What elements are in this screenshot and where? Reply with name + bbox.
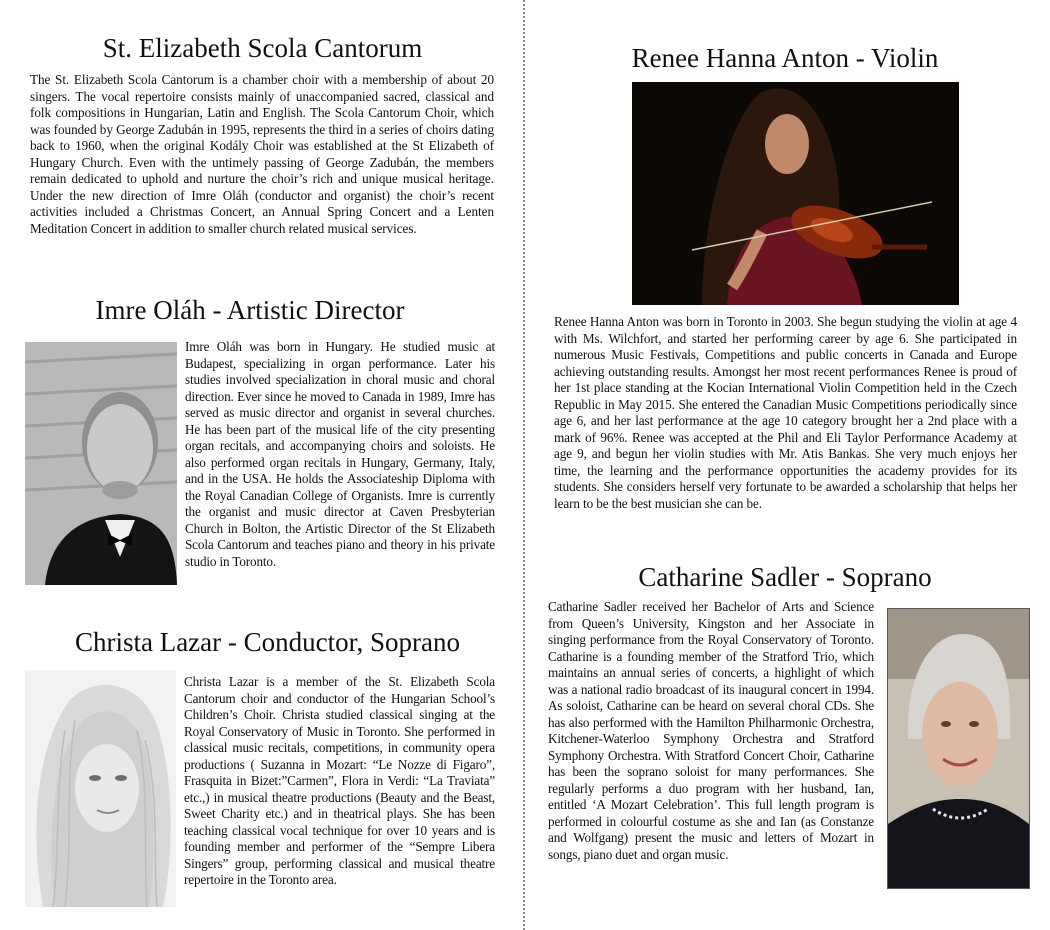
catharine-photo (887, 608, 1030, 889)
choir-heading: St. Elizabeth Scola Cantorum (102, 33, 423, 63)
imre-bio: Imre Oláh was born in Hungary. He studied music at Budapest, specializing in organ performance. Later his studies involved specialization in choral music and choral direction. Ever since he moved to Canada in 1989, Imre has served as music director and organist in several churches. He has been part of the musical life of the city presenting organ recitals, and accompanying choirs and soloists. He also performed organ recitals in Hungary, Germany, Italy, and in the USA. He holds the Associateship Diploma with the Royal Canadian College of Organists. Imre is currently the organist and music director at Caven Presbyterian Church in Bolton, the Artistic Director of the St Elizabeth Scola Cantorum and teaches piano and theory in his private studio in Toronto. (185, 339, 495, 569)
christa-heading: Christa Lazar - Conductor, Soprano (74, 627, 461, 657)
renee-bio: Renee Hanna Anton was born in Toronto in 2003. She begun studying the violin at age 4 with Ms. Wilchfort, and started her performing career by age 6. She participated in numerous Music Festivals, Competitions and public concerts in Canada and Europe achieving outstanding results. Amongst her most recent performances Renee is proud of her 1st place standing at the Kocian International Violin Competition held in the Czech Republic in May 2015. She entered the Canadian Music Competitions periodically since age 6, and her last performance at the age 10 category brought her a 2nd place with a mark of 96%. Renee was accepted at the Phil and Eli Taylor Performance Academy at age 9, and begun her violin studies with Mr. Atis Bankas. She very much enjoys her time, the learning and the performance opportunities the academy provides for its students. She considers herself very fortunate to be awarded a scholarship that helps her learn to be the best musician she can be. (554, 314, 1017, 511)
catharine-heading: Catharine Sadler - Soprano (638, 562, 932, 592)
christa-photo (25, 670, 176, 907)
christa-bio: Christa Lazar is a member of the St. Elizabeth Scola Cantorum choir and conductor of the Hungarian School’s Children’s Choir. Christa studied classical singing at the Royal Conservatory of Music in Toronto. She performed in classical music recitals, competitions, in community opera productions ( Suzanna in Mozart: “Le Nozze di Figaro”, Frasquita in Bizet:”Carmen”, Flora in Verdi: “La Traviata” etc.,) in musical theatre productions (Beauty and the Beast, Sweet Charity etc.) and in theatrical plays. She has been teaching classical vocal technique for over 10 years and is founding member and performer of the “Sempre Libera Singers” group, performing classical and musical theatre repertoire in the Toronto area. (184, 674, 495, 887)
imre-photo (25, 342, 177, 585)
column-divider (523, 0, 525, 930)
renee-heading: Renee Hanna Anton - Violin (631, 43, 939, 73)
catharine-bio: Catharine Sadler received her Bachelor of Arts and Science from Queen’s University, Kingston and her Associate in singing performance from the Royal Conservatory of Toronto. Catharine is a founding member of the Stratford Trio, which maintains an annual series of concerts, a highlight of which was a national radio broadcast of its inaugural concert in 1994. As soloist, Catharine can be heard on several choral CDs. She has also performed with the Hamilton Philharmonic Orchestra, Kitchener-Waterloo Symphony Orchestra and Stratford Symphony Orchestra. With Stratford Concert Choir, Catharine has been the soprano soloist for many performances. She regularly performs a duo program with her husband, Ian, entitled ‘A Mozart Celebration’. This full length program is performed in colourful costume as she and Ian (as Constanze and Wolfgang) present the music and letters of Mozart in songs, piano duet and organ music. (548, 599, 874, 862)
renee-photo (632, 82, 959, 305)
imre-heading: Imre Oláh - Artistic Director (95, 295, 405, 325)
choir-description: The St. Elizabeth Scola Cantorum is a chamber choir with a membership of about 20 singers. The vocal repertoire consists mainly of unaccompanied sacred, classical and folk compositions in Hungarian, Latin and English. The Scola Cantorum Choir, which was founded by George Zadubán in 1995, represents the third in a series of choirs dating back to 1960, when the original Kodály Choir was established at the St Elizabeth of Hungary Church. Even with the untimely passing of George Zadubán, the members remain dedicated to uphold and nurture the choir’s rich and unique musical heritage. Under the new direction of Imre Oláh (conductor and organist) the choir’s recent activities included a Christmas Concert, an Annual Spring Concert and a Lenten Meditation Concert in addition to smaller church related musical services. (30, 72, 494, 236)
